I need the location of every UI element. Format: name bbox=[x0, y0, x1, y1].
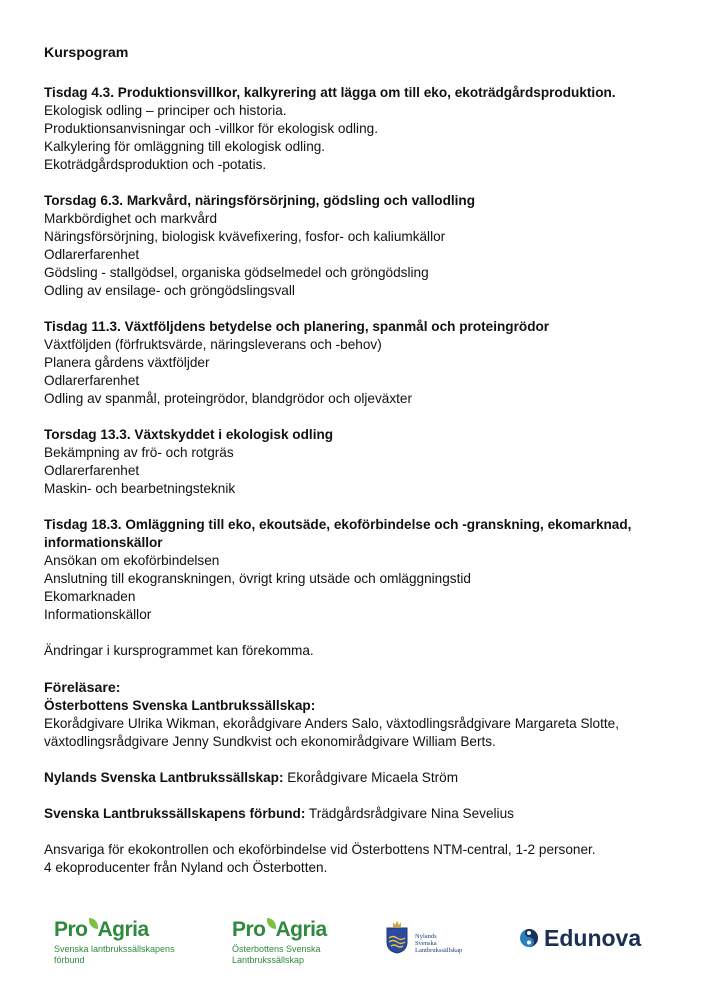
list-item: Ekoträdgårdsproduktion och -potatis. bbox=[44, 157, 267, 172]
nylands-logo bbox=[385, 920, 495, 960]
logo-word: Agria bbox=[97, 918, 149, 941]
list-item: Ekologisk odling – principer och historia. bbox=[44, 103, 287, 118]
org-name: Nylands Svenska Lantbrukssällskap: bbox=[44, 770, 284, 785]
lecturer-org-block bbox=[44, 805, 664, 823]
lecturer-org-block bbox=[44, 769, 664, 787]
day-section-2 bbox=[44, 192, 664, 300]
day-section-5 bbox=[44, 516, 664, 624]
logo-word: Edunova bbox=[544, 925, 642, 951]
list-item: Maskin- och bearbetningsteknik bbox=[44, 481, 236, 496]
list-item: Odlarerfarenhet bbox=[44, 463, 140, 478]
list-item: Informationskällor bbox=[44, 607, 152, 622]
lecturers-heading: Föreläsare: bbox=[44, 680, 121, 696]
list-item: Ekomarknaden bbox=[44, 589, 136, 604]
closing-line: 4 ekoproducenter från Nyland och Österbotten. bbox=[44, 860, 328, 875]
org-people: Ekorådgivare Ulrika Wikman, ekorådgivare Anders Salo, växtodlingsrådgivare Margareta Slotte, växtodlingsrådgivare Jenny Sundkvist och ekonomirådgivare William Berts. bbox=[44, 716, 619, 749]
list-item: Näringsförsörjning, biologisk kvävefixering, fosfor- och kaliumkällor bbox=[44, 229, 446, 244]
logo-footer bbox=[0, 912, 705, 972]
logo-text: Svenska bbox=[415, 940, 437, 947]
logo-word: Agria bbox=[275, 918, 327, 941]
change-notice: Ändringar i kursprogrammet kan förekomma. bbox=[44, 643, 314, 658]
logo-text: Lantbrukssällskap bbox=[415, 947, 463, 954]
list-item: Produktionsanvisningar och -villkor för ekologisk odling. bbox=[44, 121, 378, 136]
day-section-1 bbox=[44, 84, 664, 174]
org-name: Svenska Lantbrukssällskapens förbund: bbox=[44, 806, 306, 821]
leaf-icon bbox=[267, 918, 276, 929]
logo-subtitle: Svenska lantbrukssällskapens bbox=[54, 944, 175, 954]
logo-subtitle: Österbottens Svenska bbox=[232, 944, 321, 954]
crest-icon bbox=[385, 920, 409, 954]
org-name: Österbottens Svenska Lantbrukssällskap: bbox=[44, 698, 316, 713]
list-item: Odlarerfarenhet bbox=[44, 247, 140, 262]
logo-text: Nylands bbox=[415, 933, 437, 940]
list-item: Markbördighet och markvård bbox=[44, 211, 218, 226]
section-title: Torsdag 6.3. Markvård, näringsförsörjning, gödsling och vallodling bbox=[44, 193, 476, 208]
list-item: Odling av ensilage- och gröngödslingsvall bbox=[44, 283, 295, 298]
proagria-forbund-logo bbox=[54, 918, 175, 966]
list-item: Växtföljden (förfruktsvärde, näringsleverans och -behov) bbox=[44, 337, 382, 352]
edunova-logo bbox=[519, 924, 659, 954]
list-item: Ansökan om ekoförbindelsen bbox=[44, 553, 220, 568]
section-title: Tisdag 18.3. Omläggning till eko, ekoutsäde, ekoförbindelse och -granskning, ekomarknad, informationskällor bbox=[44, 517, 632, 550]
list-item: Odling av spanmål, proteingrödor, blandgrödor och oljeväxter bbox=[44, 391, 413, 406]
logo-word: Pro bbox=[54, 918, 88, 941]
page-title: Kurspogram bbox=[44, 45, 129, 61]
logo-subtitle: förbund bbox=[54, 955, 85, 965]
proagria-osterbotten-logo bbox=[232, 918, 327, 966]
org-people: Ekorådgivare Micaela Ström bbox=[283, 770, 459, 785]
section-title: Tisdag 4.3. Produktionsvillkor, kalkyrering att lägga om till eko, ekoträdgårdsproduktion. bbox=[44, 85, 616, 100]
logo-subtitle: Lantbrukssällskap bbox=[232, 955, 305, 965]
closing-line: Ansvariga för ekokontrollen och ekoförbindelse vid Österbottens NTM-central, 1-2 personer. bbox=[44, 842, 596, 857]
day-section-3 bbox=[44, 318, 664, 408]
document-body bbox=[44, 44, 664, 877]
list-item: Gödsling - stallgödsel, organiska gödselmedel och gröngödsling bbox=[44, 265, 429, 280]
lecturer-org-block bbox=[44, 697, 664, 751]
list-item: Planera gårdens växtföljder bbox=[44, 355, 210, 370]
day-section-4 bbox=[44, 426, 664, 498]
edunova-mark-icon bbox=[519, 928, 539, 948]
closing-notes bbox=[44, 841, 664, 877]
logo-word: Pro bbox=[232, 918, 266, 941]
org-people: Trädgårdsrådgivare Nina Sevelius bbox=[305, 806, 514, 821]
list-item: Kalkylering för omläggning till ekologisk odling. bbox=[44, 139, 326, 154]
section-title: Tisdag 11.3. Växtföljdens betydelse och planering, spanmål och proteingrödor bbox=[44, 319, 550, 334]
section-title: Torsdag 13.3. Växtskyddet i ekologisk odling bbox=[44, 427, 334, 442]
leaf-icon bbox=[89, 918, 98, 929]
list-item: Anslutning till ekogranskningen, övrigt kring utsäde och omläggningstid bbox=[44, 571, 471, 586]
list-item: Odlarerfarenhet bbox=[44, 373, 140, 388]
list-item: Bekämpning av frö- och rotgräs bbox=[44, 445, 234, 460]
